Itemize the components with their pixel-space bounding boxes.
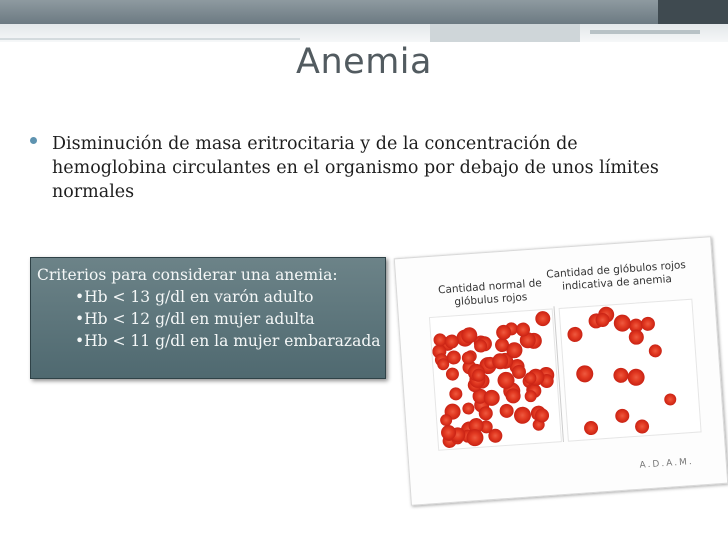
red-blood-cell [513, 406, 531, 424]
red-blood-cell [576, 365, 594, 383]
bullet-dot-icon [30, 137, 37, 144]
anemia-cells-panel [559, 299, 702, 442]
red-blood-cell [488, 428, 503, 443]
red-blood-cell [483, 389, 500, 406]
criteria-box [30, 257, 386, 379]
red-blood-cell [595, 313, 610, 328]
red-blood-cell [615, 408, 630, 423]
red-blood-cell [444, 334, 459, 349]
criteria-item: •Hb < 12 g/dl en mujer adulta [75, 310, 315, 328]
red-blood-cell [524, 390, 537, 403]
red-blood-cell [499, 403, 514, 418]
strip-accent [590, 30, 700, 34]
top-bar-dark-accent [658, 0, 728, 24]
normal-cells-panel [429, 308, 562, 450]
red-blood-cell [567, 326, 583, 342]
criteria-item: •Hb < 11 g/dl en la mujer embarazada [75, 332, 381, 350]
definition-bullet: Disminución de masa eritrocitaria y de la concentración de hemoglobina circulantes en el organismo por debajo de unos límites normales [52, 134, 659, 202]
red-blood-cell [584, 421, 599, 436]
slide-title: Anemia [296, 42, 432, 82]
red-blood-cell [613, 314, 631, 332]
red-blood-cell [496, 324, 512, 340]
red-blood-cell [446, 367, 460, 381]
red-blood-cell-illustration [394, 236, 728, 506]
top-decorative-strip [0, 24, 728, 42]
adam-logo: A.D.A.M. [639, 456, 695, 471]
red-blood-cell [628, 329, 644, 345]
red-blood-cell [613, 367, 629, 383]
red-blood-cell [535, 408, 550, 423]
red-blood-cell [505, 388, 521, 404]
red-blood-cell [466, 429, 484, 447]
red-blood-cell [627, 368, 645, 386]
red-blood-cell [446, 350, 461, 365]
criteria-item: •Hb < 13 g/dl en varón adulto [75, 288, 314, 306]
criteria-heading: Criterios para considerar una anemia: [37, 266, 338, 284]
strip-accent [430, 24, 580, 42]
red-blood-cell [449, 387, 463, 401]
red-blood-cell [506, 342, 523, 359]
red-blood-cell [640, 316, 655, 331]
red-blood-cell [462, 402, 475, 415]
red-blood-cell [635, 419, 650, 434]
red-blood-cell [648, 344, 662, 358]
red-blood-cell [664, 393, 677, 406]
strip-accent [0, 38, 300, 40]
top-decorative-bar [0, 0, 728, 24]
label-anemia-count: Cantidad de glóbulos rojos indicativa de anemia [545, 259, 687, 293]
red-blood-cell [535, 311, 551, 327]
label-normal-count: Cantidad normal de glóbulus rojos [437, 277, 543, 309]
illustration-frame [394, 236, 728, 506]
